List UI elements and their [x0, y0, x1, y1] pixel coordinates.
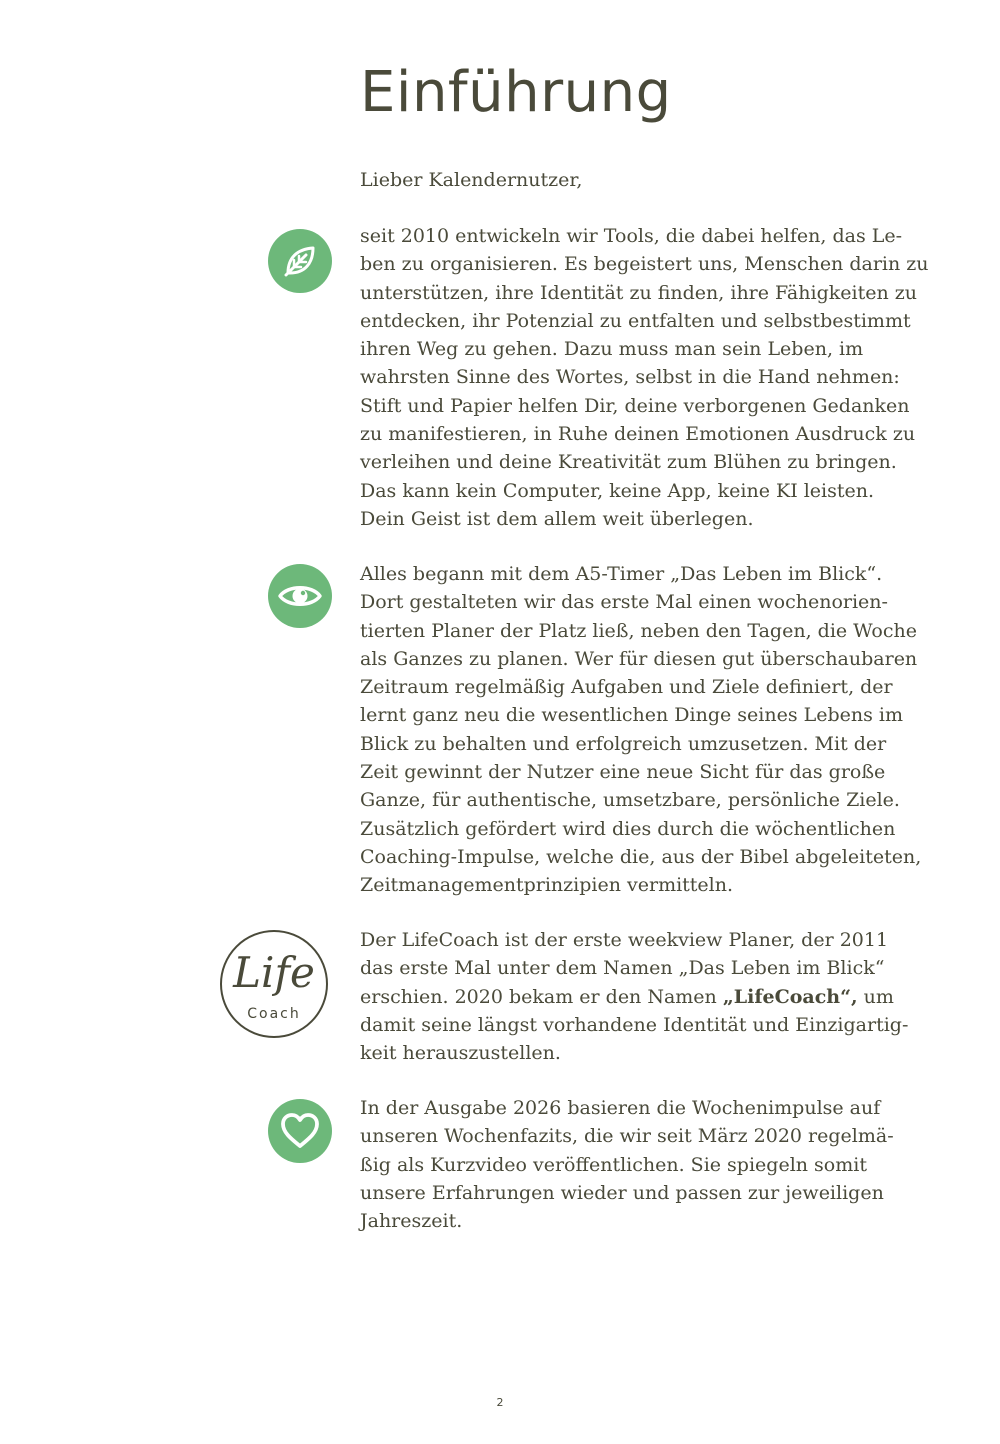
text-line: Zusätzlich gefördert wird dies durch die wöchentlichen — [360, 817, 896, 840]
lifecoach-logo — [220, 930, 328, 1038]
text-line: tierten Planer der Platz ließ, neben den Tagen, die Woche — [360, 619, 917, 642]
page-number: 2 — [496, 1396, 504, 1409]
text-segment: erschien. 2020 bekam er den Namen — [360, 985, 723, 1008]
text-line: verleihen und deine Kreativität zum Blühen zu bringen. — [360, 451, 897, 474]
heart-icon — [268, 1099, 332, 1163]
paragraph-edition — [360, 1094, 894, 1235]
text-line: Der LifeCoach ist der erste weekview Planer, der 2011 — [360, 929, 889, 951]
text-line: das erste Mal unter dem Namen „Das Leben im Blick“ — [360, 957, 885, 980]
leaf-icon — [268, 229, 332, 293]
text-line: Zeitmanagementprinzipien vermitteln. — [360, 874, 734, 897]
text-line: Alles begann mit dem A5-Timer „Das Leben im Blick“. — [360, 563, 883, 585]
text-line: ihren Weg zu gehen. Dazu muss man sein Leben, im — [360, 338, 864, 361]
paragraph-intro — [360, 222, 929, 533]
text-line: seit 2010 entwickeln wir Tools, die dabei helfen, das Le- — [360, 225, 903, 247]
eye-icon — [268, 564, 332, 628]
text-line: Das kann kein Computer, keine App, keine KI leisten. — [360, 479, 875, 502]
text-line: lernt ganz neu die wesentlichen Dinge seines Lebens im — [360, 704, 904, 727]
logo-word-life: Life — [233, 948, 315, 997]
text-line: als Ganzes zu planen. Wer für diesen gut überschaubaren — [360, 647, 918, 670]
text-line: unterstützen, ihre Identität zu finden, ihre Fähigkeiten zu — [360, 281, 917, 304]
text-line: damit seine längst vorhandene Identität und Einzigartig- — [360, 1013, 909, 1036]
text-line: ben zu organisieren. Es begeistert uns, Menschen darin zu — [360, 253, 929, 276]
text-line: Zeit gewinnt der Nutzer eine neue Sicht für das große — [360, 761, 886, 784]
text-line: zu manifestieren, in Ruhe deinen Emotionen Ausdruck zu — [360, 423, 916, 446]
text-line: Dein Geist ist dem allem weit überlegen. — [360, 507, 754, 530]
text-line: Ganze, für authentische, umsetzbare, persönliche Ziele. — [360, 789, 900, 812]
text-line: Jahreszeit. — [360, 1210, 463, 1233]
text-line: unseren Wochenfazits, die wir seit März 2020 regelmä- — [360, 1125, 894, 1148]
text-line: wahrsten Sinne des Wortes, selbst in die Hand nehmen: — [360, 366, 900, 389]
greeting: Lieber Kalendernutzer, — [360, 169, 583, 191]
brand-name: „LifeCoach“, — [722, 985, 858, 1008]
text-line: keit herauszustellen. — [360, 1042, 561, 1065]
paragraph-history — [360, 560, 922, 900]
text-line: In der Ausgabe 2026 basieren die Wochenimpulse auf — [360, 1097, 881, 1119]
page-title: Einführung — [360, 60, 672, 125]
text-line: Stift und Papier helfen Dir, deine verborgenen Gedanken — [360, 394, 910, 417]
logo-word-coach: Coach — [247, 1006, 301, 1022]
text-line: Zeitraum regelmäßig Aufgaben und Ziele definiert, der — [360, 676, 893, 699]
text-line: unsere Erfahrungen wieder und passen zur jeweiligen — [360, 1181, 884, 1204]
text-line: Dort gestalteten wir das erste Mal einen wochenorien- — [360, 591, 888, 614]
text-line: ßig als Kurzvideo veröffentlichen. Sie spiegeln somit — [360, 1153, 867, 1176]
text-line: Coaching-Impulse, welche die, aus der Bibel abgeleiteten, — [360, 845, 922, 868]
text-segment: um — [857, 985, 894, 1008]
paragraph-lifecoach — [360, 926, 909, 1067]
text-line — [360, 983, 894, 1011]
text-line: Blick zu behalten und erfolgreich umzusetzen. Mit der — [360, 732, 887, 755]
text-line: entdecken, ihr Potenzial zu entfalten und selbstbestimmt — [360, 309, 911, 332]
